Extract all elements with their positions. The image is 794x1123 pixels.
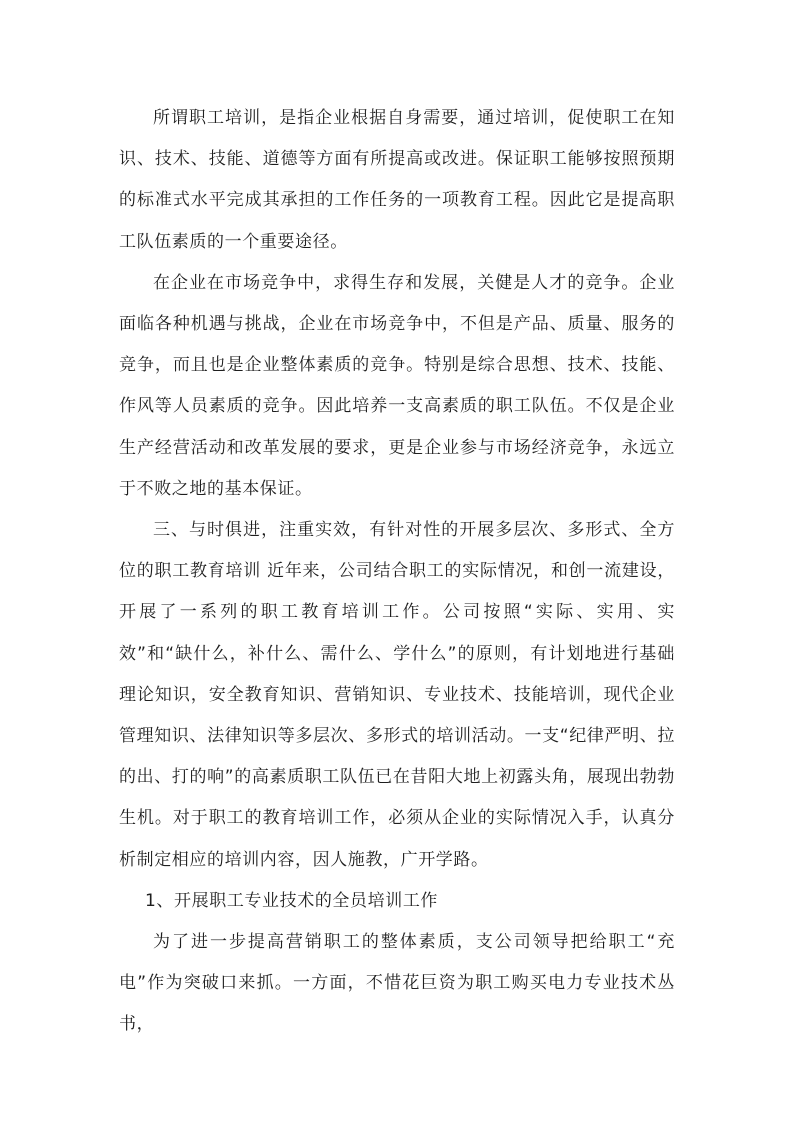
text-line: 竞争，而且也是企业整体素质的竞争。特别是综合思想、技术、技能、: [119, 355, 675, 376]
paragraph-market-competition: [119, 263, 675, 510]
text-line: 识、技术、技能、道德等方面有所提高或改进。保证职工能够按照预期: [119, 149, 675, 170]
text-line: 的标准式水平完成其承担的工作任务的一项教育工程。因此它是提高职: [119, 190, 675, 211]
text-line: 三、与时俱进，注重实效，有针对性的开展多层次、多形式、全方: [153, 520, 675, 541]
text-line: 知识、法律知识等多层次、多形式的培训活动。一支“纪律严明、拉的: [119, 726, 675, 788]
text-line: 位的职工教育培训 近年来，公司结合职工的实际情况，和创一流建设，: [119, 561, 675, 582]
paragraph-training-definition: [119, 98, 675, 263]
text-line: “缺什么，补什么、需什么、学什么”的原则，有计划地进行基础理论: [119, 643, 676, 705]
text-line: 知识，安全教育知识、营销知识、专业技术、技能培训，现代企业管理: [119, 684, 676, 747]
text-line: 工队伍素质的一个重要途径。: [119, 231, 348, 252]
text-line: 为了进一步提高营销职工的整体素质，支公司领导把给职工“充电”: [119, 932, 675, 994]
text-line: 在企业在市场竞争中，求得生存和发展，关健是人才的竞争。企业: [153, 272, 675, 293]
text-line: 作风等人员素质的竞争。因此培养一支高素质的职工队伍。不仅是企业: [119, 396, 675, 417]
text-line: 生产经营活动和改革发展的要求，更是企业参与市场经济竞争，永远立: [119, 437, 675, 458]
paragraph-section-three: [119, 510, 675, 881]
text-line: 出、打的响”的高素质职工队伍已在昔阳大地上初露头角，展现出勃勃: [136, 767, 675, 788]
text-line: 析制定相应的培训内容，因人施教，广开学路。: [119, 849, 489, 870]
text-line: 于不败之地的基本保证。: [119, 478, 313, 499]
text-line: 作为突破口来抓。一方面，不惜花巨资为职工购买电力专业技术丛书，: [119, 973, 675, 1035]
document-body: [119, 98, 675, 1046]
text-line: 所谓职工培训，是指企业根据自身需要，通过培训，促使职工在知: [153, 108, 675, 128]
text-line: 1、开展职工专业技术的全员培训工作: [145, 890, 439, 911]
text-line: 开展了一系列的职工教育培训工作。公司按照“实际、实用、实效”和: [119, 602, 675, 664]
text-line: 生机。对于职工的教育培训工作，必须从企业的实际情况入手，认真分: [119, 808, 675, 829]
text-line: 面临各种机遇与挑战，企业在市场竞争中，不但是产品、质量、服务的: [119, 314, 675, 335]
section-heading-professional-training: [119, 881, 675, 922]
paragraph-recharge-staff: [119, 922, 675, 1046]
